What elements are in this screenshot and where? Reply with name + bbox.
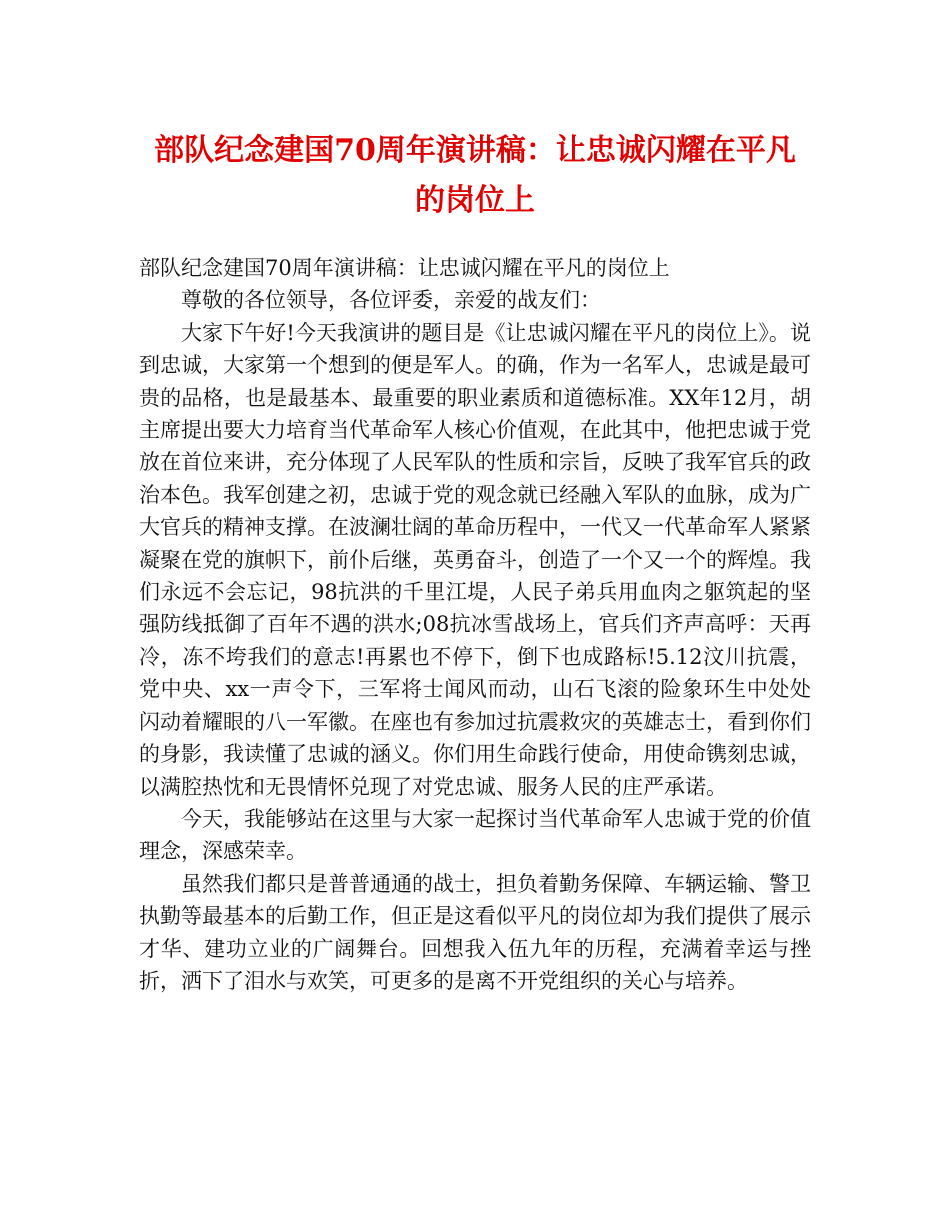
body-paragraph: 大家下午好!今天我演讲的题目是《让忠诚闪耀在平凡的岗位上》。说到忠诚，大家第一个想到的便是军人。的确，作为一名军人，忠诚是最可贵的品格，也是最基本、最重要的职业素质和道德标准。XX年12月，胡主席提出要大力培育当代革命军人核心价值观，在此其中，他把忠诚于党放在首位来讲，充分体现了人民军队的性质和宗旨，反映了我军官兵的政治本色。我军创建之初，忠诚于党的观念就已经融入军队的血脉，成为广大官兵的精神支撑。在波澜壮阔的革命历程中，一代又一代革命军人紧紧凝聚在党的旗帜下，前仆后继，英勇奋斗，创造了一个又一个的辉煌。我们永远不会忘记，98抗洪的千里江堤，人民子弟兵用血肉之躯筑起的坚强防线抵御了百年不遇的洪水;08抗冰雪战场上，官兵们齐声高呼：天再冷，冻不垮我们的意志!再累也不停下，倒下也成路标!5.12汶川抗震，党中央、xx一声令下，三军将士闻风而动，山石飞滚的险象环生中处处闪动着耀眼的八一军徽。在座也有参加过抗震救灾的英雄志士，看到你们的身影，我读懂了忠诚的涵义。你们用生命践行使命，用使命镌刻忠诚，以满腔热忱和无畏情怀兑现了对党忠诚、服务人民的庄严承诺。 bbox=[139, 320, 811, 799]
body-paragraph: 今天，我能够站在这里与大家一起探讨当代革命军人忠诚于党的价值理念，深感荣幸。 bbox=[139, 806, 811, 864]
document-body bbox=[139, 252, 811, 997]
document-title: 部队纪念建国70周年演讲稿：让忠诚闪耀在平凡的岗位上 bbox=[154, 133, 796, 218]
subtitle-paragraph: 部队纪念建国70周年演讲稿：让忠诚闪耀在平凡的岗位上 bbox=[139, 256, 670, 280]
body-paragraph: 虽然我们都只是普普通通的战士，担负着勤务保障、车辆运输、警卫执勤等最基本的后勤工作，但正是这看似平凡的岗位却为我们提供了展示才华、建功立业的广阔舞台。回想我入伍九年的历程，充满着幸运与挫折，洒下了泪水与欢笑，可更多的是离不开党组织的关心与培养。 bbox=[139, 871, 811, 993]
salutation-paragraph: 尊敬的各位领导，各位评委，亲爱的战友们： bbox=[181, 288, 601, 313]
